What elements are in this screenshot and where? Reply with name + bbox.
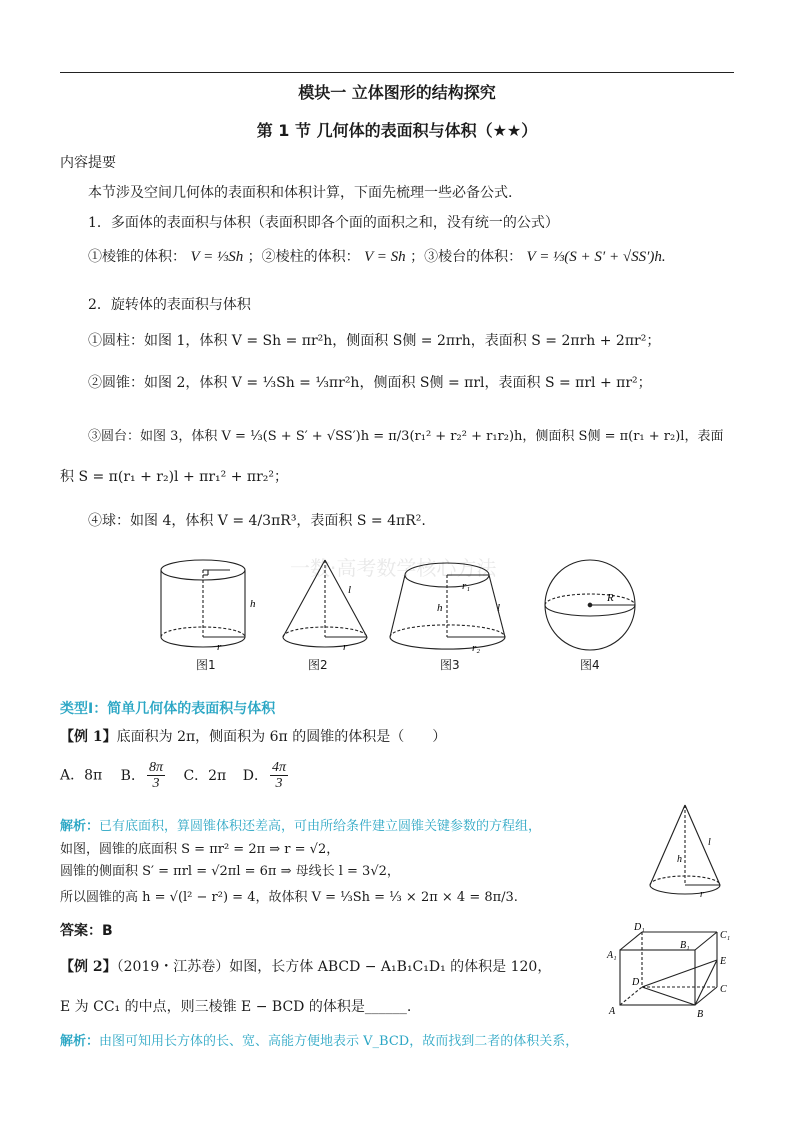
- solution1-line2: 如图，圆锥的底面积 S = πr² = 2π ⇒ r = √2，: [60, 842, 340, 857]
- option-d-den: 3: [275, 776, 283, 791]
- fig4-caption: 图4: [580, 658, 600, 672]
- example1-question: [60, 726, 446, 746]
- answer1: 答案：B: [60, 923, 113, 939]
- item1-heading: 1．多面体的表面积与体积（表面积即各个面的面积之和，没有统一的公式）: [88, 215, 559, 231]
- option-d-fraction: [270, 760, 288, 791]
- option-b-den: 3: [152, 776, 160, 791]
- sphere-figure: [545, 560, 635, 650]
- intro-text: 本节涉及空间几何体的表面积和体积计算，下面先梳理一些必备公式.: [88, 185, 513, 201]
- cuboid-B1: B₁: [680, 940, 690, 951]
- sol-cone-l: l: [708, 837, 711, 848]
- cuboid-C: C: [720, 984, 727, 995]
- example2-text1: （2019・江苏卷）如图，长方体 ABCD − A₁B₁C₁D₁ 的体积是 120，: [116, 959, 552, 975]
- pyramid-formula: V = ⅓Sh: [190, 249, 244, 265]
- example2-label: 【例 2】: [60, 959, 117, 975]
- cuboid-A: A: [609, 1006, 616, 1017]
- cuboid-C1: C₁: [720, 930, 731, 941]
- frustum-r2-label: r₂: [472, 642, 481, 654]
- option-b-fraction: [147, 760, 165, 791]
- module-title: 模块一 立体图形的结构探究: [298, 83, 496, 102]
- cuboid-E: E: [720, 956, 727, 967]
- frustum-label: ；③棱台的体积：: [410, 249, 523, 265]
- solution1-line1: [60, 815, 541, 834]
- pyramid-label: ①棱锥的体积：: [88, 249, 186, 265]
- watermark: 一数·高考数学核心方法: [290, 556, 497, 580]
- sol-cone-h: h: [677, 854, 682, 865]
- solution1-line4: 所以圆锥的高 h = √(l² − r²) = 4，故体积 V = ⅓Sh = ⅓ × 2π × 4 = 8π/3.: [60, 890, 518, 905]
- type-heading: 类型Ⅰ：简单几何体的表面积与体积: [60, 701, 276, 717]
- cuboid-figure: [600, 922, 750, 1022]
- cylinder-figure: [161, 560, 245, 647]
- solution-cone-figure: [640, 800, 730, 905]
- option-b-num: 8π: [148, 760, 163, 775]
- cuboid-D: D: [632, 977, 640, 988]
- sphere-R-label: R: [607, 592, 614, 604]
- solids-figures: [150, 555, 650, 675]
- cyl-r-label: r: [217, 641, 222, 653]
- option-d-num: 4π: [271, 760, 286, 775]
- option-d: D．: [242, 767, 268, 784]
- sphere-formula: ④球：如图 4，体积 V = 4/3πR³，表面积 S = 4πR².: [88, 513, 426, 529]
- example2-line1: [60, 956, 551, 976]
- polyhedron-formulas: [88, 246, 666, 266]
- sol-cone-r: r: [700, 889, 704, 900]
- frustum-figure: [390, 563, 505, 649]
- solution1-label: 解析：: [60, 819, 100, 834]
- cuboid-B: B: [697, 1009, 704, 1020]
- fig1-caption: 图1: [196, 658, 216, 672]
- item2-heading: 2．旋转体的表面积与体积: [88, 297, 251, 313]
- cyl-h-label: h: [250, 598, 256, 610]
- cuboid-A1: A₁: [607, 950, 617, 961]
- cone-r-label: r: [343, 641, 348, 653]
- cone-l-label: l: [348, 584, 352, 596]
- top-rule: [60, 72, 734, 73]
- example1-options: [60, 760, 290, 791]
- solution1-line3: 圆锥的侧面积 S′ = πrl = √2πl = 6π ⇒ 母线长 l = 3√2，: [60, 864, 400, 879]
- option-a: A．8π: [60, 767, 103, 784]
- frustum-r1-label: r₁: [462, 580, 471, 592]
- overview-heading: 内容提要: [60, 155, 116, 171]
- cone-figure: [283, 560, 367, 647]
- frustum-formula-line: ③圆台：如图 3，体积 V = ⅓(S + S′ + √SS′)h = π/3(r₁² + r₂² + r₁r₂)h，侧面积 S侧 = π(r₁ + r₂)l，表面: [88, 429, 724, 444]
- fig3-caption: 图3: [440, 658, 460, 672]
- solution2-line1: [60, 1030, 578, 1049]
- solution2-text1: 由图可知用长方体的长、宽、高能方便地表示 V_BCD，故而找到二者的体积关系，: [99, 1034, 579, 1049]
- section-title: 第 1 节 几何体的表面积与体积（★★）: [256, 121, 538, 140]
- cylinder-formula: ①圆柱：如图 1，体积 V = Sh = πr²h，侧面积 S侧 = 2πrh，表面积 S = 2πrh + 2πr²；: [88, 333, 661, 349]
- option-c: C．2π: [183, 767, 227, 784]
- option-b: B．: [120, 767, 145, 784]
- example2-line2: E 为 CC₁ 的中点，则三棱锥 E − BCD 的体积是______.: [60, 999, 412, 1015]
- solution1-text1: 已有底面积，算圆锥体积还差高，可由所给条件建立圆锥关键参数的方程组，: [99, 819, 542, 834]
- prism-formula: V = Sh: [364, 249, 406, 265]
- prism-label: ；②棱柱的体积：: [247, 249, 360, 265]
- solution2-label: 解析：: [60, 1034, 100, 1049]
- frustum-l-label: l: [497, 602, 501, 614]
- frustum-h-label: h: [437, 602, 443, 614]
- cone-formula: ②圆锥：如图 2，体积 V = ⅓Sh = ⅓πr²h，侧面积 S侧 = πrl，表面积 S = πrl + πr²；: [88, 375, 652, 391]
- fig2-caption: 图2: [308, 658, 328, 672]
- example1-label: 【例 1】: [60, 729, 117, 745]
- frustum-formula-line2: 积 S = π(r₁ + r₂)l + πr₁² + πr₂²；: [60, 469, 289, 485]
- cuboid-D1: D₁: [634, 922, 645, 933]
- frustum-formula: V = ⅓(S + S′ + √SS′)h.: [526, 249, 666, 265]
- example1-text: 底面积为 2π，侧面积为 6π 的圆锥的体积是（ ）: [116, 729, 447, 745]
